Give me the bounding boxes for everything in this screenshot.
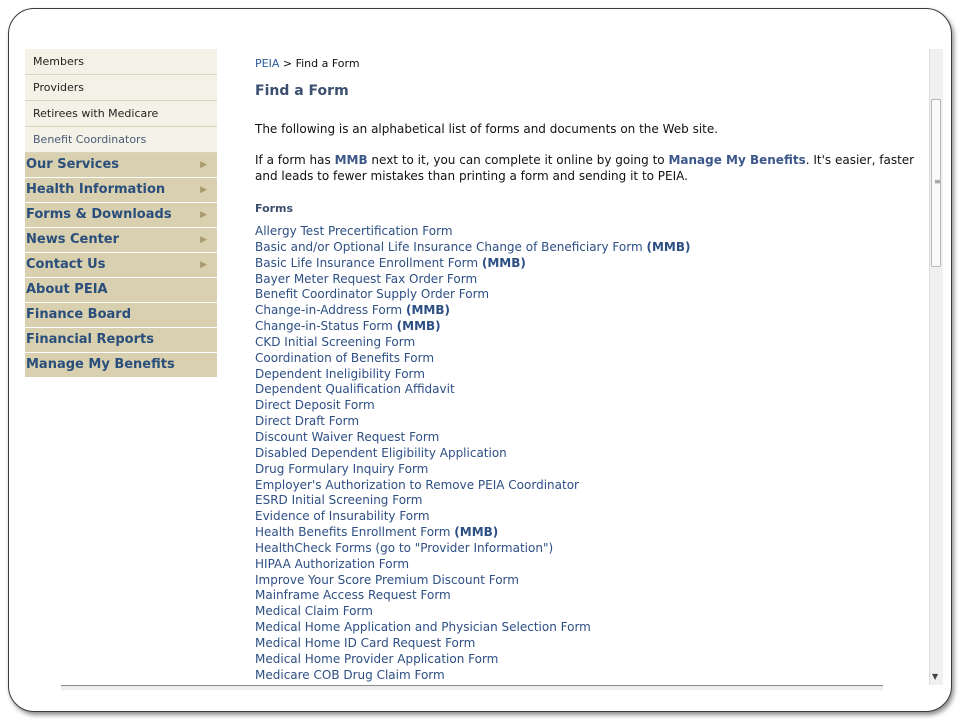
form-link[interactable]: Discount Waiver Request Form (255, 429, 440, 444)
mmb-badge: (MMB) (481, 255, 526, 270)
form-link[interactable]: Drug Formulary Inquiry Form (255, 461, 429, 476)
form-link[interactable]: HealthCheck Forms (go to "Provider Information") (255, 540, 554, 555)
sidebar-item-label: Contact Us (26, 257, 106, 272)
mmb-text-1: If a form has (255, 153, 335, 167)
form-link[interactable]: Benefit Coordinator Supply Order Form (255, 287, 490, 302)
forms-heading: Forms (255, 202, 294, 215)
vertical-scrollbar[interactable] (929, 49, 943, 685)
mmb-badge: (MMB) (405, 303, 450, 318)
sidebar-item-finance-board[interactable] (25, 303, 217, 328)
list-item (255, 604, 925, 620)
form-link[interactable]: Allergy Test Precertification Form (255, 224, 453, 238)
sidebar-subitem-providers[interactable]: Providers (25, 75, 217, 101)
list-item (255, 541, 925, 557)
list-item (255, 382, 925, 398)
form-link[interactable]: Evidence of Insurability Form (255, 509, 430, 524)
form-link[interactable]: Medical Claim Form (255, 604, 373, 619)
chevron-right-icon: ▶ (200, 160, 207, 170)
sidebar-item-label: News Center (26, 232, 120, 247)
form-link[interactable]: Change-in-Address Form (255, 303, 403, 318)
forms-list (255, 224, 925, 683)
list-item (255, 620, 925, 636)
main-content (255, 57, 925, 683)
chevron-right-icon: ▶ (200, 260, 207, 270)
form-link[interactable]: Basic Life Insurance Enrollment Form (255, 255, 479, 270)
sidebar-item-contact-us[interactable] (25, 253, 217, 278)
list-item (255, 478, 925, 494)
list-item (255, 319, 925, 335)
form-link[interactable]: Medical Home Provider Application Form (255, 651, 499, 666)
sidebar-nav (25, 49, 217, 378)
chevron-right-icon: ▶ (200, 210, 207, 220)
sidebar-subitem-retirees-with-medicare[interactable]: Retirees with Medicare (25, 101, 217, 127)
form-link[interactable]: Dependent Ineligibility Form (255, 366, 425, 381)
list-item (255, 430, 925, 446)
scroll-down-arrow-icon[interactable]: ▼ (932, 672, 939, 681)
sidebar-item-label: Finance Board (26, 307, 131, 322)
form-link[interactable]: Disabled Dependent Eligibility Application (255, 445, 507, 460)
list-item (255, 240, 925, 256)
form-link[interactable]: Medical Home ID Card Request Form (255, 635, 476, 650)
form-link[interactable]: HIPAA Authorization Form (255, 556, 410, 571)
breadcrumb (255, 57, 925, 73)
sidebar-item-manage-my-benefits[interactable] (25, 353, 217, 378)
breadcrumb-separator: > (279, 57, 296, 70)
form-link[interactable]: CKD Initial Screening Form (255, 334, 416, 349)
list-item (255, 272, 925, 288)
sidebar-item-label: Health Information (26, 182, 166, 197)
form-link[interactable]: Improve Your Score Premium Discount Form (255, 572, 519, 587)
breadcrumb-peia-link[interactable]: PEIA (255, 57, 280, 70)
list-item (255, 509, 925, 525)
list-item (255, 668, 925, 684)
list-item (255, 525, 925, 541)
list-item (255, 398, 925, 414)
chevron-right-icon: ▶ (200, 185, 207, 195)
list-item (255, 652, 925, 668)
mmb-keyword: MMB (334, 153, 368, 167)
form-link[interactable]: Direct Deposit Form (255, 398, 375, 413)
list-item (255, 367, 925, 383)
list-item (255, 224, 925, 240)
breadcrumb-current: Find a Form (295, 57, 360, 70)
mmb-badge: (MMB) (396, 319, 441, 334)
chevron-right-icon: ▶ (200, 235, 207, 245)
sidebar-subitem-members[interactable]: Members (25, 49, 217, 75)
sidebar-subitem-benefit-coordinators[interactable]: Benefit Coordinators (25, 127, 217, 153)
sidebar-item-our-services[interactable] (25, 153, 217, 178)
list-item (255, 287, 925, 303)
sidebar-sub-menu (25, 49, 217, 153)
list-item (255, 303, 925, 319)
intro-text: The following is an alphabetical list of forms and documents on the Web site. (255, 122, 719, 136)
grip-icon: ≡ (934, 177, 941, 186)
form-link[interactable]: Change-in-Status Form (255, 319, 393, 334)
sidebar-item-forms-downloads[interactable] (25, 203, 217, 228)
form-link[interactable]: Basic and/or Optional Life Insurance Change of Beneficiary Form (255, 239, 643, 254)
sidebar-item-label: Our Services (26, 157, 120, 172)
list-item (255, 573, 925, 589)
form-link[interactable]: Dependent Qualification Affidavit (255, 382, 455, 397)
sidebar-item-label: Manage My Benefits (26, 357, 175, 372)
horizontal-scrollbar[interactable] (61, 685, 883, 690)
mmb-text-3: . It's easier, faster and leads to fewer mistakes than printing a form and sending it to PEIA. (255, 153, 915, 183)
list-item (255, 256, 925, 272)
sidebar-item-financial-reports[interactable] (25, 328, 217, 353)
scrollbar-thumb[interactable] (931, 99, 941, 267)
mmb-badge: (MMB) (454, 525, 499, 540)
form-link[interactable]: Medicare COB Drug Claim Form (255, 667, 445, 682)
list-item (255, 446, 925, 462)
sidebar-item-about-peia[interactable] (25, 278, 217, 303)
form-link[interactable]: Medical Home Application and Physician Selection Form (255, 620, 591, 635)
sidebar-item-label: Forms & Downloads (26, 207, 172, 222)
form-link[interactable]: ESRD Initial Screening Form (255, 493, 423, 508)
mmb-explanation (255, 152, 925, 184)
list-item (255, 462, 925, 478)
list-item (255, 351, 925, 367)
slide-frame (8, 8, 952, 712)
list-item (255, 636, 925, 652)
mmb-text-2: next to it, you can complete it online by going to (367, 153, 669, 167)
browser-viewport (25, 49, 943, 685)
sidebar-item-label: About PEIA (26, 282, 108, 297)
list-item (255, 588, 925, 604)
form-link[interactable]: Coordination of Benefits Form (255, 350, 435, 365)
sidebar-item-label: Financial Reports (26, 332, 154, 347)
sidebar-item-health-information[interactable] (25, 178, 217, 203)
page-title: Find a Form (255, 83, 349, 99)
manage-my-benefits-link[interactable]: Manage My Benefits (668, 153, 806, 167)
form-link[interactable]: Mainframe Access Request Form (255, 588, 451, 603)
list-item (255, 557, 925, 573)
form-link[interactable]: Employer's Authorization to Remove PEIA Coordinator (255, 477, 579, 492)
form-link[interactable]: Health Benefits Enrollment Form (255, 525, 451, 540)
sidebar-item-news-center[interactable] (25, 228, 217, 253)
list-item (255, 493, 925, 509)
sidebar-main-menu (25, 153, 217, 378)
form-link[interactable]: Bayer Meter Request Fax Order Form (255, 271, 478, 286)
list-item (255, 414, 925, 430)
list-item (255, 335, 925, 351)
form-link[interactable]: Direct Draft Form (255, 414, 360, 429)
mmb-badge: (MMB) (646, 239, 691, 254)
